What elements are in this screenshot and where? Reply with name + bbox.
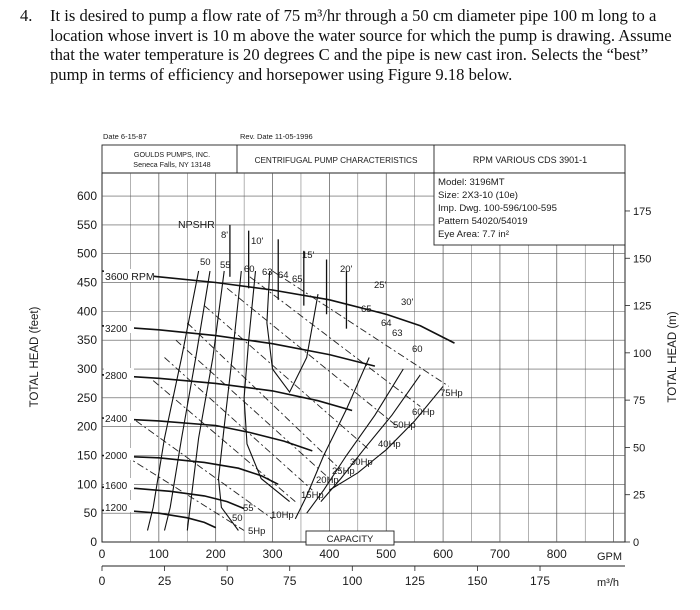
right-tick-label: 75 [633,395,646,408]
horsepower-curve [227,288,398,426]
eff-64-left: 64 [278,270,289,281]
npsh-30ft: 30' [401,297,414,308]
pattern-line: Pattern 54020/54019 [438,216,528,227]
capacity-label: CAPACITY [326,534,374,545]
m3h-tick-label: 0 [98,574,106,588]
head-label-2400: 2400 [105,414,128,425]
efficiency-curve [187,271,224,531]
model-line: Model: 3196MT [438,177,505,188]
gpm-axis-ticks [99,547,567,561]
right-tick-label: 100 [633,347,652,360]
right-axis-label: TOTAL HEAD (m) [667,311,679,403]
gpm-tick-label: 800 [546,547,567,561]
company-address: Seneca Falls, NY 13148 [133,160,211,169]
left-tick-label: 600 [76,189,97,204]
efficiency-curve [267,271,318,392]
hp-30: 30Hp [350,457,373,468]
npsh-15ft: 15' [302,250,315,261]
rev-date-label: Rev. Date 11-05-1996 [240,132,313,141]
gpm-tick-label: 300 [262,547,283,561]
gpm-tick-label: 100 [148,547,169,561]
hp-25: 25Hp [332,466,355,477]
eff-65-right: 65 [361,304,372,315]
eff-63-right: 63 [392,328,403,339]
left-tick-label: 450 [76,275,97,290]
eff-60-left: 60 [244,264,255,275]
head-label-1600: 1600 [105,481,128,492]
left-tick-label: 0 [90,535,97,549]
eff-50-left: 50 [200,257,211,268]
date-label: Date 6-15-87 [103,132,147,141]
eff-55-left: 55 [220,260,231,271]
m3h-axis-ticks [99,566,625,588]
hp-40: 40Hp [378,439,401,450]
left-axis-ticks [77,189,97,549]
size-line: Size: 2X3-10 (10e) [438,190,518,201]
hp-50: 50Hp [393,420,416,431]
eff-60-right: 60 [412,344,423,355]
gpm-tick-label: 0 [98,547,106,561]
m3h-axis-label: m³/h [597,577,619,589]
m3h-tick-label: 175 [529,574,551,588]
efficiency-curve [244,271,290,502]
eff-55-right: 55 [243,503,254,514]
left-tick-label: 250 [76,390,97,405]
hp-75: 75Hp [440,388,463,399]
left-tick-label: 550 [76,217,97,232]
npsh-label: NPSHR [178,219,215,231]
eff-50-right: 50 [232,513,243,524]
left-axis-label: TOTAL HEAD (feet) [29,306,41,408]
chart-heading: CENTRIFUGAL PUMP CHARACTERISTICS [254,156,418,165]
rpm-heading: RPM VARIOUS CDS 3901-1 [472,155,588,165]
right-tick-label: 175 [633,206,652,218]
left-tick-label: 50 [83,506,97,521]
eye-area-line: Eye Area: 7.7 in² [438,229,509,240]
left-tick-label: 200 [76,419,97,434]
efficiency-curve [219,271,242,531]
left-tick-label: 400 [76,304,97,319]
gpm-tick-label: 700 [489,547,510,561]
m3h-tick-label: 100 [342,574,363,588]
hp-10: 10Hp [271,510,294,521]
hp-15: 15Hp [301,490,324,501]
m3h-tick-label: 50 [220,574,234,588]
horsepower-curve [250,277,420,407]
head-curves [102,271,455,528]
left-tick-label: 150 [76,448,97,463]
horsepower-labels [248,388,463,537]
gpm-tick-label: 600 [433,547,454,561]
m3h-tick-label: 75 [283,574,297,588]
efficiency-curves [148,271,444,531]
head-curve [102,326,375,366]
head-label-1200: 1200 [105,503,128,514]
left-tick-label: 300 [76,362,97,376]
right-tick-label: 125 [633,300,652,313]
eff-65-left: 65 [292,274,303,285]
m3h-tick-label: 25 [157,574,172,588]
head-label-2000: 2000 [105,451,128,462]
right-axis-ticks [625,206,651,549]
npsh-20ft: 20' [340,264,353,275]
left-tick-label: 500 [76,246,97,261]
gpm-tick-label: 400 [319,547,340,561]
head-label-3600: 3600 RPM [105,271,155,283]
hp-60: 60Hp [412,407,435,418]
left-tick-label: 350 [76,333,97,348]
right-tick-label: 150 [633,253,652,266]
right-tick-label: 0 [633,537,640,549]
eff-63-left: 63 [262,267,273,278]
m3h-tick-label: 125 [404,574,425,588]
eff-64-right: 64 [381,318,392,329]
company-name: GOULDS PUMPS, INC. [133,150,211,159]
head-label-3200: 3200 [105,324,128,335]
gpm-axis-label: GPM [597,551,623,563]
m3h-tick-label: 150 [467,574,488,588]
right-tick-label: 25 [633,489,646,502]
gpm-tick-label: 200 [205,547,226,561]
npsh-25ft: 25' [374,280,387,291]
gpm-tick-label: 500 [376,547,397,561]
left-tick-label: 100 [76,477,97,492]
npsh-8ft: 8' [221,230,229,241]
hp-5: 5Hp [248,526,266,537]
head-curve-labels [104,269,155,514]
imp-dwg-line: Imp. Dwg. 100-596/100-595 [438,203,557,214]
problem-text: It is desired to pump a flow rate of 75 m³/hr through a 50 cm diameter pipe 100 m long to a location whose invert is 10 m above the water source for which the pump is drawing. Assume that the water temperature is 20 degrees C and the pipe is new cast iron. Selects the “best” pump in terms of efficiency and horsepower using Figure 9.18 below. [50,6,672,84]
head-label-2800: 2800 [105,371,128,382]
horsepower-curve [187,323,340,470]
npsh-10ft: 10' [251,236,264,247]
hp-20: 20Hp [316,475,339,486]
problem-number: 4. [20,6,33,25]
right-tick-label: 50 [633,442,646,455]
